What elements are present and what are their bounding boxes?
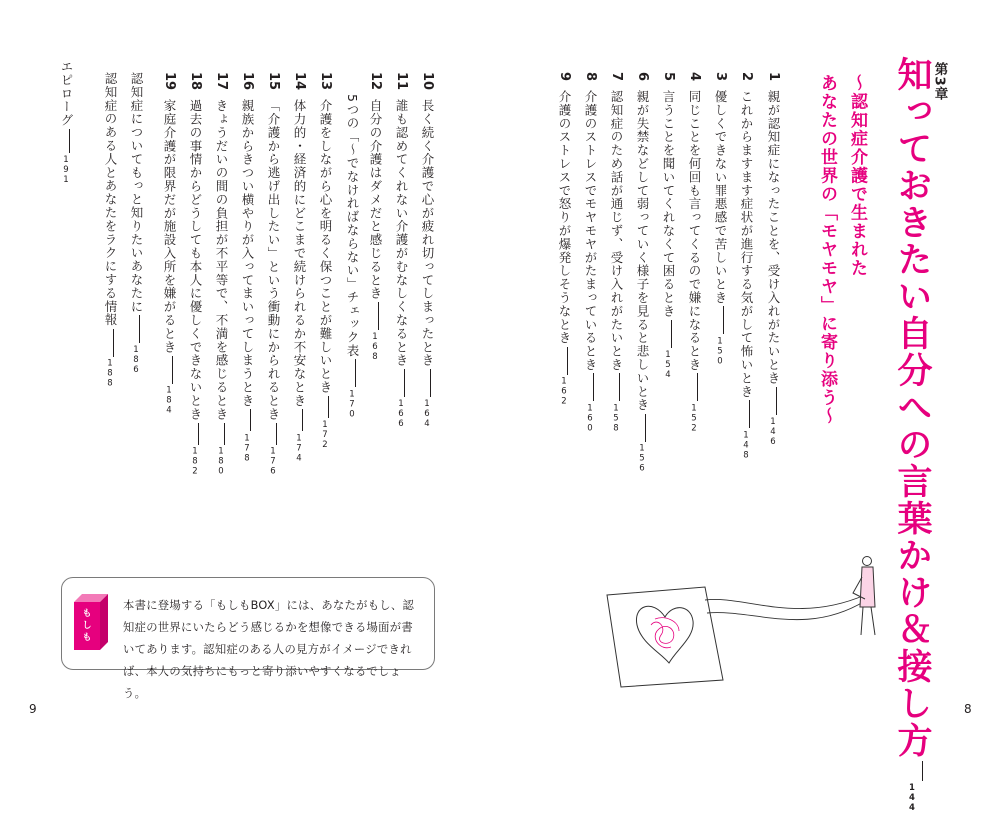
toc-item-title: 認知症のある人とあなたをラクにする情報 xyxy=(103,72,118,327)
toc-item-title: これからますます症状が進行する気がして怖いとき xyxy=(739,90,754,399)
toc-item-title: 家庭介護が限界だが施設入所を嫌がるとき xyxy=(162,99,177,354)
toc-item[interactable] xyxy=(603,72,623,433)
leader-line xyxy=(172,356,173,384)
toc-item-page: 162 xyxy=(559,376,569,407)
toc-item-title: 介護のストレスでモヤモヤがたまっているとき xyxy=(583,90,598,372)
leader-line xyxy=(355,359,356,387)
toc-item-page: 158 xyxy=(611,403,621,434)
toc-item[interactable] xyxy=(208,72,228,477)
toc-item[interactable] xyxy=(234,72,254,463)
toc-item-title: 認知症についてもっと知りたいあなたに xyxy=(129,72,144,314)
toc-item[interactable] xyxy=(52,60,72,185)
toc-item-title: 自分の介護はダメだと感じるとき xyxy=(368,99,383,301)
leader-line xyxy=(430,369,431,397)
toc-item[interactable] xyxy=(338,72,358,419)
person-pulling-heart-illustration xyxy=(595,555,895,695)
leader-line xyxy=(922,761,923,781)
toc-item-title: 介護のストレスで怒りが爆発しそうなとき xyxy=(557,90,572,345)
leader-line xyxy=(619,373,620,401)
toc-item-number: 8 xyxy=(583,72,598,82)
toc-item-title: 親族からきつい横やりが入ってまいってしまうとき xyxy=(240,99,255,408)
toc-item[interactable] xyxy=(156,72,176,416)
toc-item-number: 15 xyxy=(266,72,281,91)
toc-item-title: 「介護から逃げ出したい」という衝動にかられるとき xyxy=(266,99,281,421)
toc-item-title: 親が失禁などして弱っていく様子を見ると悲しいとき xyxy=(635,90,650,412)
toc-item[interactable] xyxy=(577,72,597,433)
note-text: 本書に登場する「もしもBOX」には、あなたがもし、認知症の世界にいたらどう感じるかを想像できる場面が書いてあります。認知症のある人の見方がイメージできれば、本人の気持ちにもっと寄り添いやすくなるでしょう。 xyxy=(123,599,415,700)
toc-item-number: 2 xyxy=(739,72,754,82)
toc-item-number: 19 xyxy=(162,72,177,91)
leader-line xyxy=(645,414,646,442)
toc-item-page: 146 xyxy=(768,416,778,447)
toc-item[interactable] xyxy=(260,72,280,477)
toc-item-number: 10 xyxy=(420,72,435,91)
page-number-right: 8 xyxy=(964,702,972,716)
toc-item[interactable] xyxy=(362,72,382,362)
toc-item-page: 178 xyxy=(242,433,252,464)
toc-item-page: 184 xyxy=(164,385,174,416)
toc-item-number: 18 xyxy=(188,72,203,91)
toc-item-title: 過去の事情からどうしても本人に優しくできないとき xyxy=(188,99,203,421)
toc-item-number: 9 xyxy=(557,72,572,82)
toc-item-title: 5つの「〜でなければならない」チェック表 xyxy=(345,94,360,358)
leader-line xyxy=(302,409,303,431)
toc-item-title: 認知症のため話が通じず、受け入れがたいとき xyxy=(609,90,624,372)
toc-item-title: きょうだいの間の負担が不平等で、不満を感じるとき xyxy=(214,99,229,421)
toc-item[interactable] xyxy=(96,72,116,389)
toc-item-number: 17 xyxy=(214,72,229,91)
toc-item-number: 3 xyxy=(713,72,728,82)
chapter-subtitle-2: あなたの世界の「モヤモヤ」に寄り添う〜 xyxy=(817,74,837,426)
toc-item-page: 156 xyxy=(637,443,647,474)
toc-item-title: エピローグ xyxy=(59,60,74,127)
leader-line xyxy=(198,423,199,445)
toc-item-number: 12 xyxy=(368,72,383,91)
toc-item-page: 172 xyxy=(320,419,330,450)
toc-item-number: 16 xyxy=(240,72,255,91)
toc-item-number: 1 xyxy=(766,72,781,82)
toc-item[interactable] xyxy=(629,72,649,474)
toc-item-number: 5 xyxy=(661,72,676,82)
leader-line xyxy=(404,369,405,397)
toc-item-title: 優しくできない罪悪感で苦しいとき xyxy=(713,90,728,305)
toc-item-number: 13 xyxy=(318,72,333,91)
toc-item[interactable] xyxy=(733,72,753,460)
note-box xyxy=(61,577,435,700)
toc-item-number: 7 xyxy=(609,72,624,82)
page-number-left: 9 xyxy=(29,702,37,716)
toc-item[interactable] xyxy=(122,72,142,375)
toc-item-title: 体力的・経済的にどこまで続けられるか不安なとき xyxy=(292,99,307,408)
toc-item-page: 170 xyxy=(347,389,357,420)
toc-item-title: 介護をしながら心を明るく保つことが難しいとき xyxy=(318,99,333,394)
toc-item-page: 150 xyxy=(715,336,725,367)
leader-line xyxy=(139,315,140,343)
toc-item-number: 4 xyxy=(687,72,702,82)
leader-line xyxy=(723,306,724,334)
chapter-page: 144 xyxy=(907,783,917,813)
toc-item-page: 166 xyxy=(396,399,406,430)
toc-item-title: 言うことを聞いてくれなくて困るとき xyxy=(661,90,676,318)
svg-text:し: し xyxy=(82,621,92,631)
leader-line xyxy=(378,302,379,330)
toc-item[interactable] xyxy=(707,72,727,366)
toc-item[interactable] xyxy=(388,72,408,429)
toc-item[interactable] xyxy=(655,72,675,380)
moshimo-box-icon xyxy=(72,592,110,652)
toc-item-page: 148 xyxy=(741,430,751,461)
toc-item[interactable] xyxy=(286,72,306,463)
toc-item[interactable] xyxy=(681,72,701,433)
leader-line xyxy=(776,387,777,415)
toc-item[interactable] xyxy=(760,72,780,447)
toc-item-title: 同じことを何回も言ってくるので嫌になるとき xyxy=(687,90,702,372)
leader-line xyxy=(567,347,568,375)
leader-line xyxy=(113,329,114,357)
chapter-title xyxy=(892,56,932,813)
toc-item-title: 誰も認めてくれない介護がむなしくなるとき xyxy=(394,99,409,368)
toc-item-page: 186 xyxy=(131,345,141,376)
toc-item-page: 154 xyxy=(663,349,673,380)
toc-item[interactable] xyxy=(182,72,202,477)
leader-line xyxy=(250,409,251,431)
toc-item-number: 14 xyxy=(292,72,307,91)
leader-line xyxy=(671,320,672,348)
toc-item-page: 182 xyxy=(190,446,200,477)
svg-text:も: も xyxy=(82,609,92,619)
leader-line xyxy=(224,423,225,445)
toc-item-page: 191 xyxy=(61,155,71,185)
leader-line xyxy=(593,373,594,401)
toc-item-page: 180 xyxy=(216,446,226,477)
leader-line xyxy=(749,400,750,428)
toc-item-page: 188 xyxy=(105,358,115,389)
toc-item-number: 6 xyxy=(635,72,650,82)
chapter-title-text: 知っておきたい自分への言葉かけ＆接し方 xyxy=(892,56,932,759)
chapter-subtitle-1: 〜認知症介護で生まれた xyxy=(847,74,867,278)
toc-item-title: 親が認知症になったことを、受け入れがたいとき xyxy=(766,90,781,385)
svg-text:も: も xyxy=(82,633,92,643)
toc-item-page: 174 xyxy=(294,433,304,464)
toc-item-page: 152 xyxy=(689,403,699,434)
toc-item[interactable] xyxy=(551,72,571,407)
leader-line xyxy=(276,423,277,445)
toc-item[interactable] xyxy=(312,72,332,450)
toc-item-page: 168 xyxy=(370,332,380,363)
leader-line xyxy=(697,373,698,401)
toc-item-title: 長く続く介護で心が疲れ切ってしまったとき xyxy=(420,99,435,368)
leader-line xyxy=(328,396,329,418)
chapter-label: 第3章 xyxy=(931,62,948,102)
leader-line xyxy=(69,129,70,153)
toc-item-number: 11 xyxy=(394,72,409,91)
toc-item-page: 164 xyxy=(422,399,432,430)
toc-item[interactable] xyxy=(414,72,434,429)
toc-item-page: 176 xyxy=(268,446,278,477)
toc-item-page: 160 xyxy=(585,403,595,434)
